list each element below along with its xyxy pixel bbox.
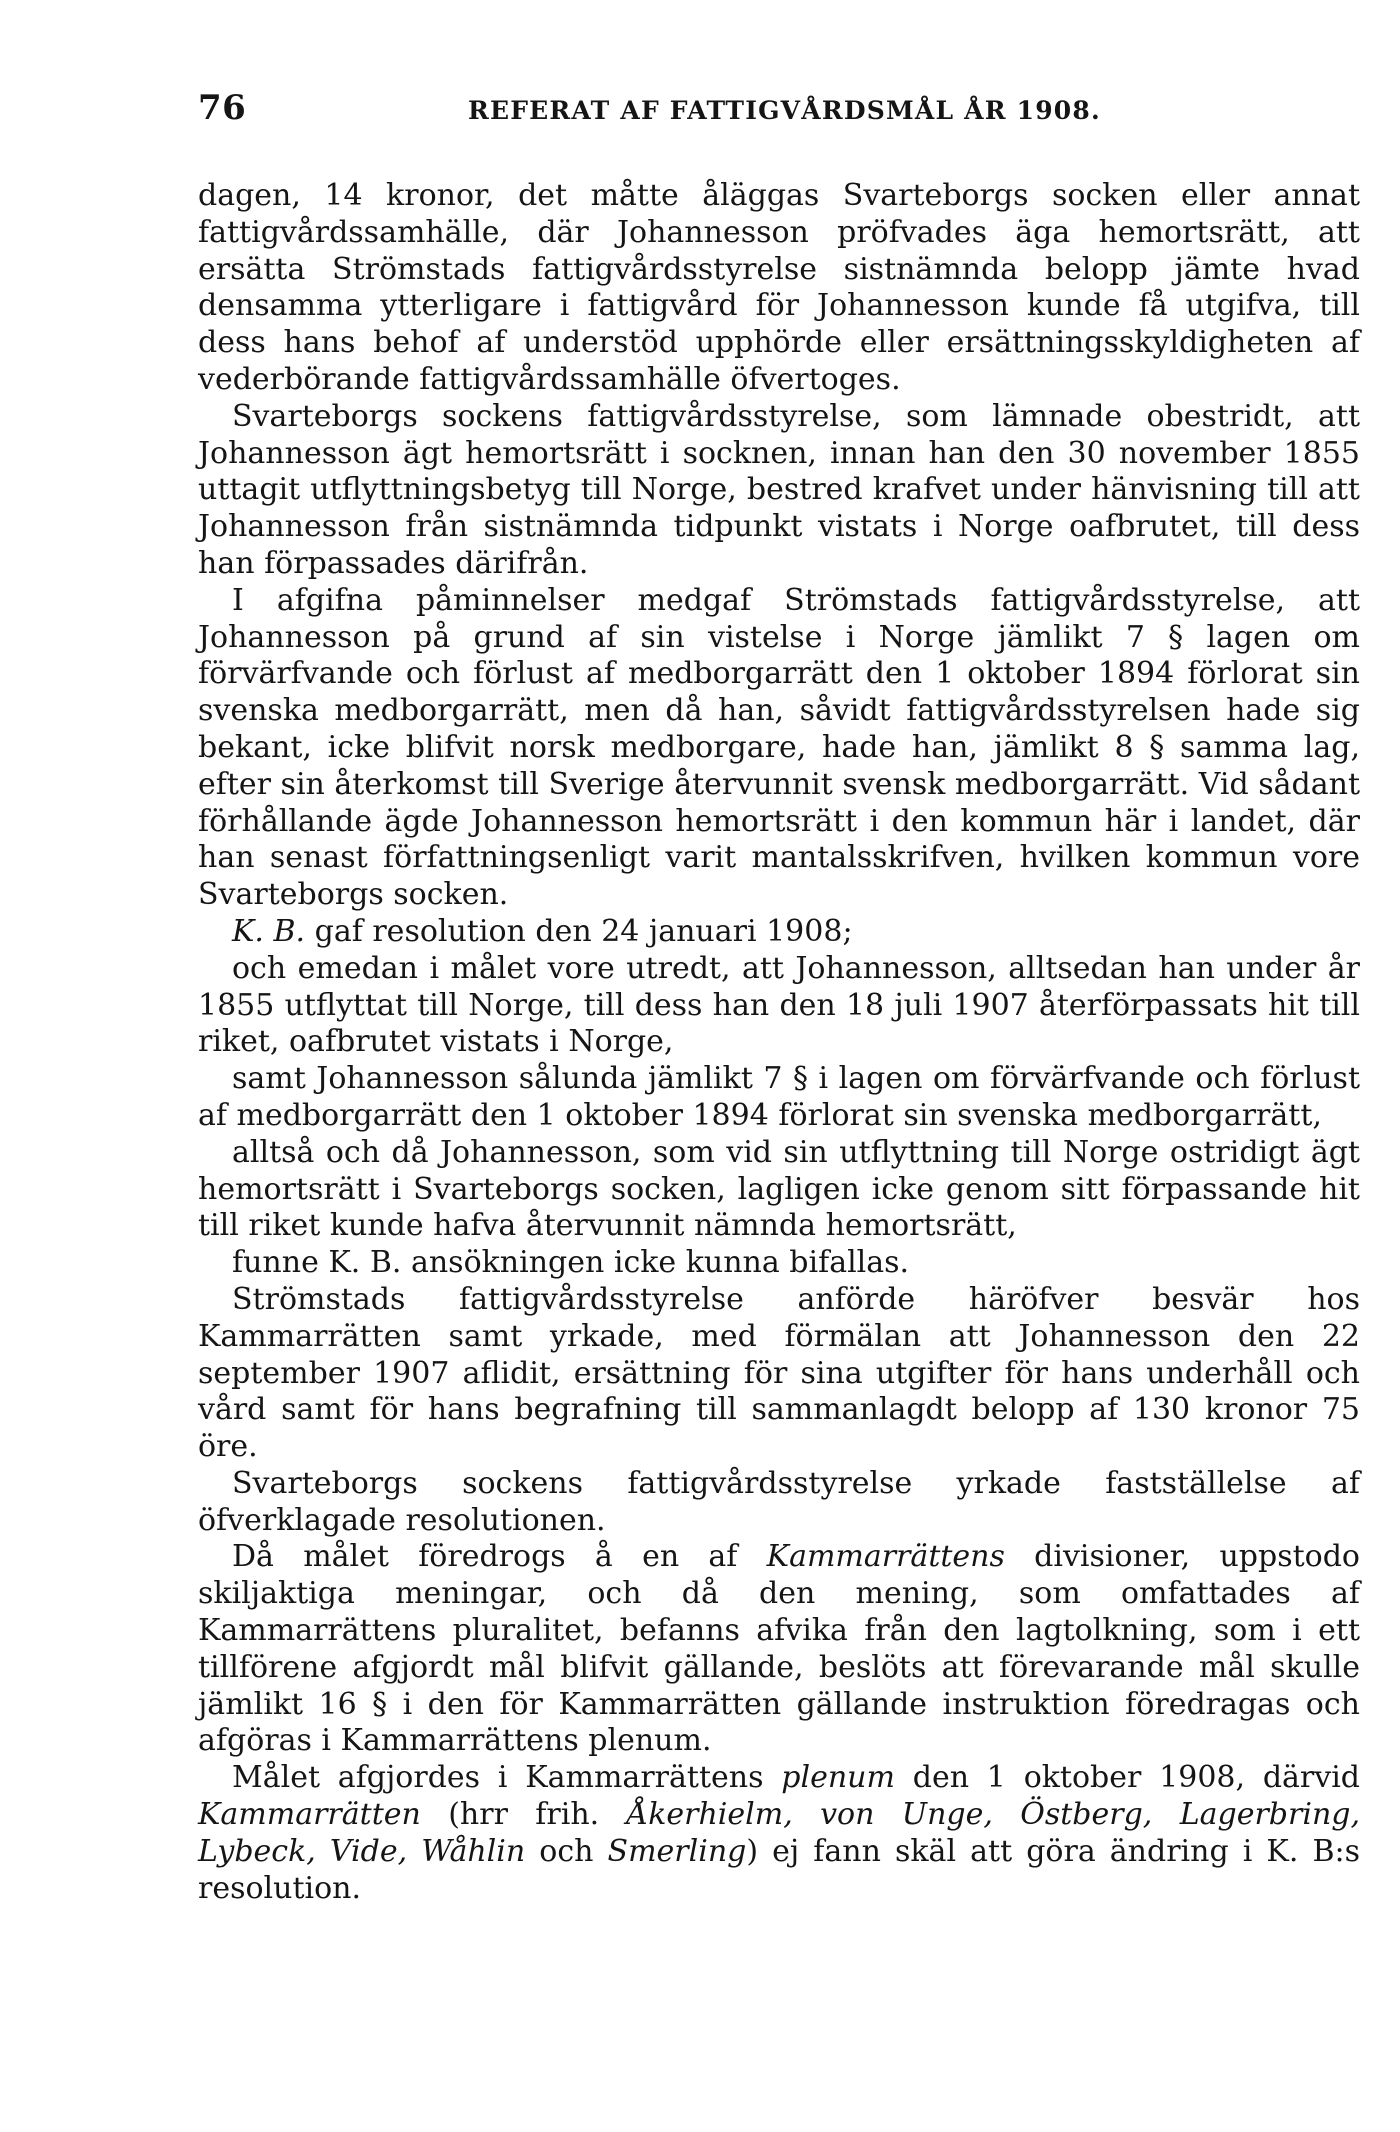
- clause-4: funne K. B. ansökningen icke kunna bifallas.: [232, 1245, 910, 1281]
- paragraph-1: dagen, 14 kronor, det måtte åläggas Svarteborgs socken eller annat fattigvårdssamhälle, där Johannesson pröfvades äga hemortsrätt, att ersätta Strömstads fattigvårdsstyrelse sistnämnda belopp jämte hvad densamma ytterligare i fattigvård för Johannesson kunde få utgifva, till dess hans behof af understöd upphörde eller ersättningsskyldigheten af vederbörande fattigvårdssamhälle öfvertoges.: [198, 178, 1360, 397]
- paragraph-3: I afgifna påminnelser medgaf Strömstads fattigvårdsstyrelse, att Johannesson på grund af sin vistelse i Norge jämlikt 7 § lagen om förvärfvande och förlust af medborgarrätt den 1 oktober 1894 förlorat sin svenska medborgarrätt, men då han, såvidt fattigvårdsstyrelsen hade sig bekant, icke blifvit norsk medborgare, hade han, jämlikt 8 § samma lag, efter sin återkomst till Sverige återvunnit svensk medborgarrätt. Vid sådant förhållande ägde Johannesson hemortsrätt i den kommun här i landet, där han senast författningsenligt varit mantalsskrifven, hvilken kommun vore Svarteborgs socken.: [198, 582, 1360, 913]
- resolution-text: gaf resolution den 24 januari 1908;: [305, 913, 853, 949]
- paragraph-6: [198, 1539, 1360, 1760]
- page-header: [198, 88, 1378, 148]
- p6-text-a: Då målet föredrogs å en af: [232, 1539, 767, 1575]
- paragraph-2: Svarteborgs sockens fattigvårdsstyrelse, som lämnade obestridt, att Johannesson ägt hemortsrätt i socknen, innan han den 30 november 1855 uttagit utflyttningsbetyg till Norge, bestred krafvet under hänvisning till att Johannesson från sistnämnda tidpunkt vistats i Norge oafbrutet, till dess han förpassades därifrån.: [198, 398, 1360, 581]
- p6-italic-kammarrattens: Kammarrättens: [766, 1539, 1005, 1575]
- kb-label: K. B.: [232, 913, 306, 949]
- p7-text-c: den 1 oktober 1908, därvid: [894, 1760, 1361, 1796]
- paragraph-4: Strömstads fattigvårdsstyrelse anförde häröfver besvär hos Kammarrätten samt yrkade, med förmälan att Johannesson den 22 september 1907 aflidit, ersättning för sina utgifter för hans underhåll och vård samt för hans begrafning till sammanlagdt belopp af 130 kronor 75 öre.: [198, 1281, 1360, 1465]
- p6-text-c: divisioner, uppstodo skiljaktiga meningar, och då den mening, som omfattades af Kammarrättens pluralitet, befanns afvika från den lagtolkning, som i ett tillförene afgjordt mål blifvit gällande, beslöts att förevarande mål skulle jämlikt 16 § i den för Kammarrätten gällande instruktion föredragas och afgöras i Kammarrättens plenum.: [198, 1539, 1360, 1759]
- p7-italic-smerling: Smerling: [607, 1833, 747, 1869]
- running-title: REFERAT AF FATTIGVÅRDSMÅL ÅR 1908.: [468, 96, 1101, 125]
- page-body: [198, 178, 1360, 1907]
- resolution-paragraph: [198, 914, 1360, 951]
- clause-2: samt Johannesson sålunda jämlikt 7 § i lagen om förvärfvande och förlust af medborgarrätt den 1 oktober 1894 förlorat sin svenska medborgarrätt,: [198, 1061, 1360, 1133]
- p7-italic-kammarratten: Kammarrätten: [198, 1797, 421, 1833]
- p7-text-a: Målet afgjordes i Kammarrättens: [232, 1760, 782, 1796]
- clause-3: alltså och då Johannesson, som vid sin utflyttning till Norge ostridigt ägt hemortsrätt i Svarteborgs socken, lagligen icke genom sitt förpassande hit till riket kunde hafva återvunnit nämnda hemortsrätt,: [198, 1134, 1360, 1244]
- p7-text-i: ) ej fann skäl att göra ändring i K. B:s resolution.: [198, 1833, 1361, 1906]
- p7-text-e: (hrr frih.: [420, 1797, 627, 1833]
- page-number: 76: [198, 88, 247, 128]
- paragraph-7: [198, 1760, 1360, 1907]
- p7-italic-names: Åkerhielm, von Unge, Östberg, Lagerbring, Lybeck, Vide, Wåhlin: [198, 1797, 1361, 1869]
- p7-text-g: och: [525, 1833, 608, 1869]
- p7-italic-plenum: plenum: [781, 1760, 895, 1796]
- paragraph-5: Svarteborgs sockens fattigvårdsstyrelse yrkade fastställelse af öfverklagade resolutionen.: [198, 1465, 1360, 1538]
- clause-1: och emedan i målet vore utredt, att Johannesson, alltsedan han under år 1855 utflyttat till Norge, till dess han den 18 juli 1907 återförpassats hit till riket, oafbrutet vistats i Norge,: [198, 950, 1360, 1060]
